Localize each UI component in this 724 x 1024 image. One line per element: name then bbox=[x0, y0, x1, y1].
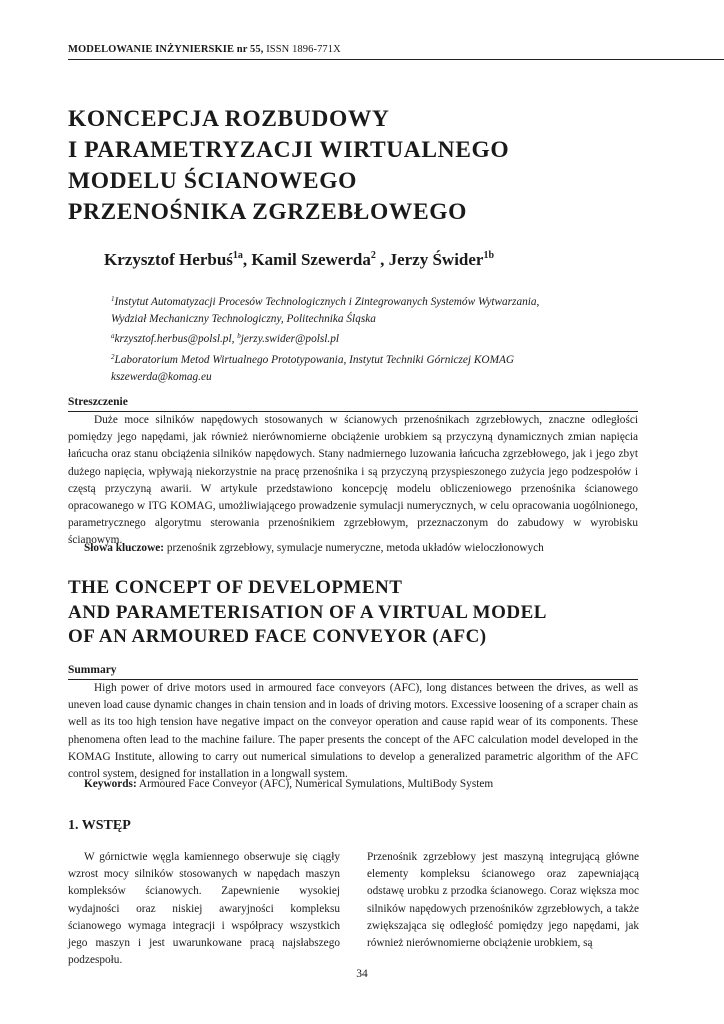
affiliations bbox=[111, 291, 539, 386]
email-sup: a bbox=[111, 332, 115, 341]
body-paragraph: W górnictwie węgla kamiennego obserwuje się ciągły wzrost mocy silników stosowanych w napędach maszyn kompleksów ścianowych. Zapewnienie wysokiej wydajności oraz niskiej awaryjności kompleksu ścianowego wymaga integracji i współpracy wszystkich jego maszyn i jest uwarunkowane pracą najsłabszego podzespołu. bbox=[68, 851, 340, 967]
affil-sup: 1 bbox=[111, 295, 115, 303]
abstract-pl-text: Duże moce silników napędowych stosowanych w ścianowych przenośnikach zgrzebłowych, znaczne odległości pomiędzy jego napędami, jak również nierównomierne obciążenie urobkiem są przyczyną dynamicznych zmian napięcia łańcucha oraz stanu obciążenia silników napędowych. Stany nadmiernego luzowania łańcucha zgrzebłowego, jak i jego zbyt dużego napięcia, wpływają niekorzystnie na pracę przenośnika i są przyczyną przyspieszonego zużycia jego podzespołów i częstą przyczyną awarii. W artykule przedstawiono koncepcję modelu obliczeniowego przenośnika ścianowego opracowanego w ITG KOMAG, umożliwiającego prowadzenie symulacji numerycznych, w celu opracowania uogólnionego, parametrycznego algorytmu sterowania przenośnikiem zgrzebłowym, przeznaczonym do zabudowy w wyrobisku ścianowym. bbox=[68, 414, 638, 547]
title-en-line: OF AN ARMOURED FACE CONVEYOR (AFC) bbox=[68, 626, 487, 647]
email-link[interactable]: krzysztof.herbus@polsl.pl, bbox=[114, 333, 235, 346]
title-pl-line: I PARAMETRYZACJI WIRTUALNEGO bbox=[68, 137, 510, 163]
keywords-en-text: Armoured Face Conveyor (AFC), Numerical Symulations, MultiBody System bbox=[138, 778, 494, 790]
author-separator: , bbox=[375, 250, 389, 269]
title-pl-line: MODELU ŚCIANOWEGO bbox=[68, 168, 357, 194]
author-sup: 1a bbox=[232, 250, 243, 261]
journal-name: MODELOWANIE INŻYNIERSKIE nr 55, bbox=[68, 44, 264, 55]
section-heading: 1. WSTĘP bbox=[68, 818, 131, 833]
page-number: 34 bbox=[356, 968, 368, 980]
email-link[interactable]: jerzy.swider@polsl.pl bbox=[240, 333, 340, 346]
abstract-en-heading: Summary bbox=[68, 664, 117, 676]
affiliation-line bbox=[111, 349, 539, 369]
abstract-pl-heading: Streszczenie bbox=[68, 396, 128, 408]
body-column-left bbox=[68, 849, 340, 969]
keywords-en-label: Keywords: bbox=[84, 778, 137, 790]
author-sup: 1b bbox=[483, 250, 495, 261]
body-paragraph: Przenośnik zgrzebłowy jest maszyną integrującą główne elementy kompleksu ścianowego oraz zapewniającą odstawę urobku z przodka ścianowego. Coraz większa moc silników napędowych przenośników zgrzebłowych, a także zwiększająca się odległość pomiędzy jego napędami, jak również nierównomierne obciążenie urobkiem, są bbox=[367, 851, 639, 950]
keywords-pl-label: Słowa kluczowe: bbox=[84, 542, 165, 554]
title-pl-line: PRZENOŚNIKA ZGRZEBŁOWEGO bbox=[68, 199, 467, 225]
affil-sup: 2 bbox=[111, 352, 115, 361]
keywords-pl-text: przenośnik zgrzebłowy, symulacje numeryczne, metoda układów wieloczłonowych bbox=[166, 542, 544, 554]
author-sup: 2 bbox=[370, 250, 376, 261]
running-head bbox=[68, 44, 341, 55]
title-en-line: AND PARAMETERISATION OF A VIRTUAL MODEL bbox=[68, 601, 547, 623]
author-list bbox=[104, 250, 494, 270]
title-english bbox=[68, 576, 547, 650]
affil-text: Wydział Mechaniczny Technologiczny, Politechnika Śląska bbox=[111, 313, 376, 326]
abstract-en-text: High power of drive motors used in armoured face conveyors (AFC), long distances between the drives, as well as uneven load cause dynamic changes in chain tension and in loads of driving motors. Excessive loosening of a scraper chain as well as its too high tension have negative impact on the conveyor operation and cause rapid wear of its components. These phenomena often lead to the machine failure. The paper presents the concept of the AFC calculation model developed in the KOMAG Institute, allowing to carry out numerical simulations to develop a generalized parametric algorithm of the AFC control system, designed for installation in a longwall system. bbox=[68, 682, 639, 781]
affiliation-line bbox=[111, 311, 539, 328]
affiliation-line bbox=[111, 291, 539, 311]
header-rule bbox=[68, 59, 724, 60]
affil-text: Laboratorium Metod Wirtualnego Prototypowania, Instytut Techniki Górniczej KOMAG bbox=[114, 353, 515, 366]
affiliation-emails bbox=[111, 328, 539, 348]
author-name: Krzysztof Herbuś bbox=[104, 250, 233, 269]
email-sup: b bbox=[237, 332, 241, 341]
author-name: Jerzy Świder bbox=[388, 250, 484, 269]
abstract-english bbox=[68, 680, 638, 783]
abstract-polish bbox=[68, 412, 638, 550]
affiliation-emails bbox=[111, 369, 539, 386]
title-en-line: THE CONCEPT OF DEVELOPMENT bbox=[68, 577, 403, 598]
title-pl-line: KONCEPCJA ROZBUDOWY bbox=[68, 106, 390, 132]
author-name: Kamil Szewerda bbox=[251, 250, 371, 269]
journal-issn: ISSN 1896-771X bbox=[266, 44, 341, 55]
title-polish bbox=[68, 104, 509, 228]
author-separator: , bbox=[242, 250, 252, 269]
keywords-english bbox=[84, 778, 493, 790]
affil-text: Instytut Automatyzacji Procesów Technologicznych i Zintegrowanych Systemów Wytwarzania, bbox=[114, 296, 540, 308]
keywords-polish bbox=[84, 542, 544, 554]
body-column-right bbox=[367, 849, 639, 952]
email-link[interactable]: kszewerda@komag.eu bbox=[111, 370, 212, 383]
